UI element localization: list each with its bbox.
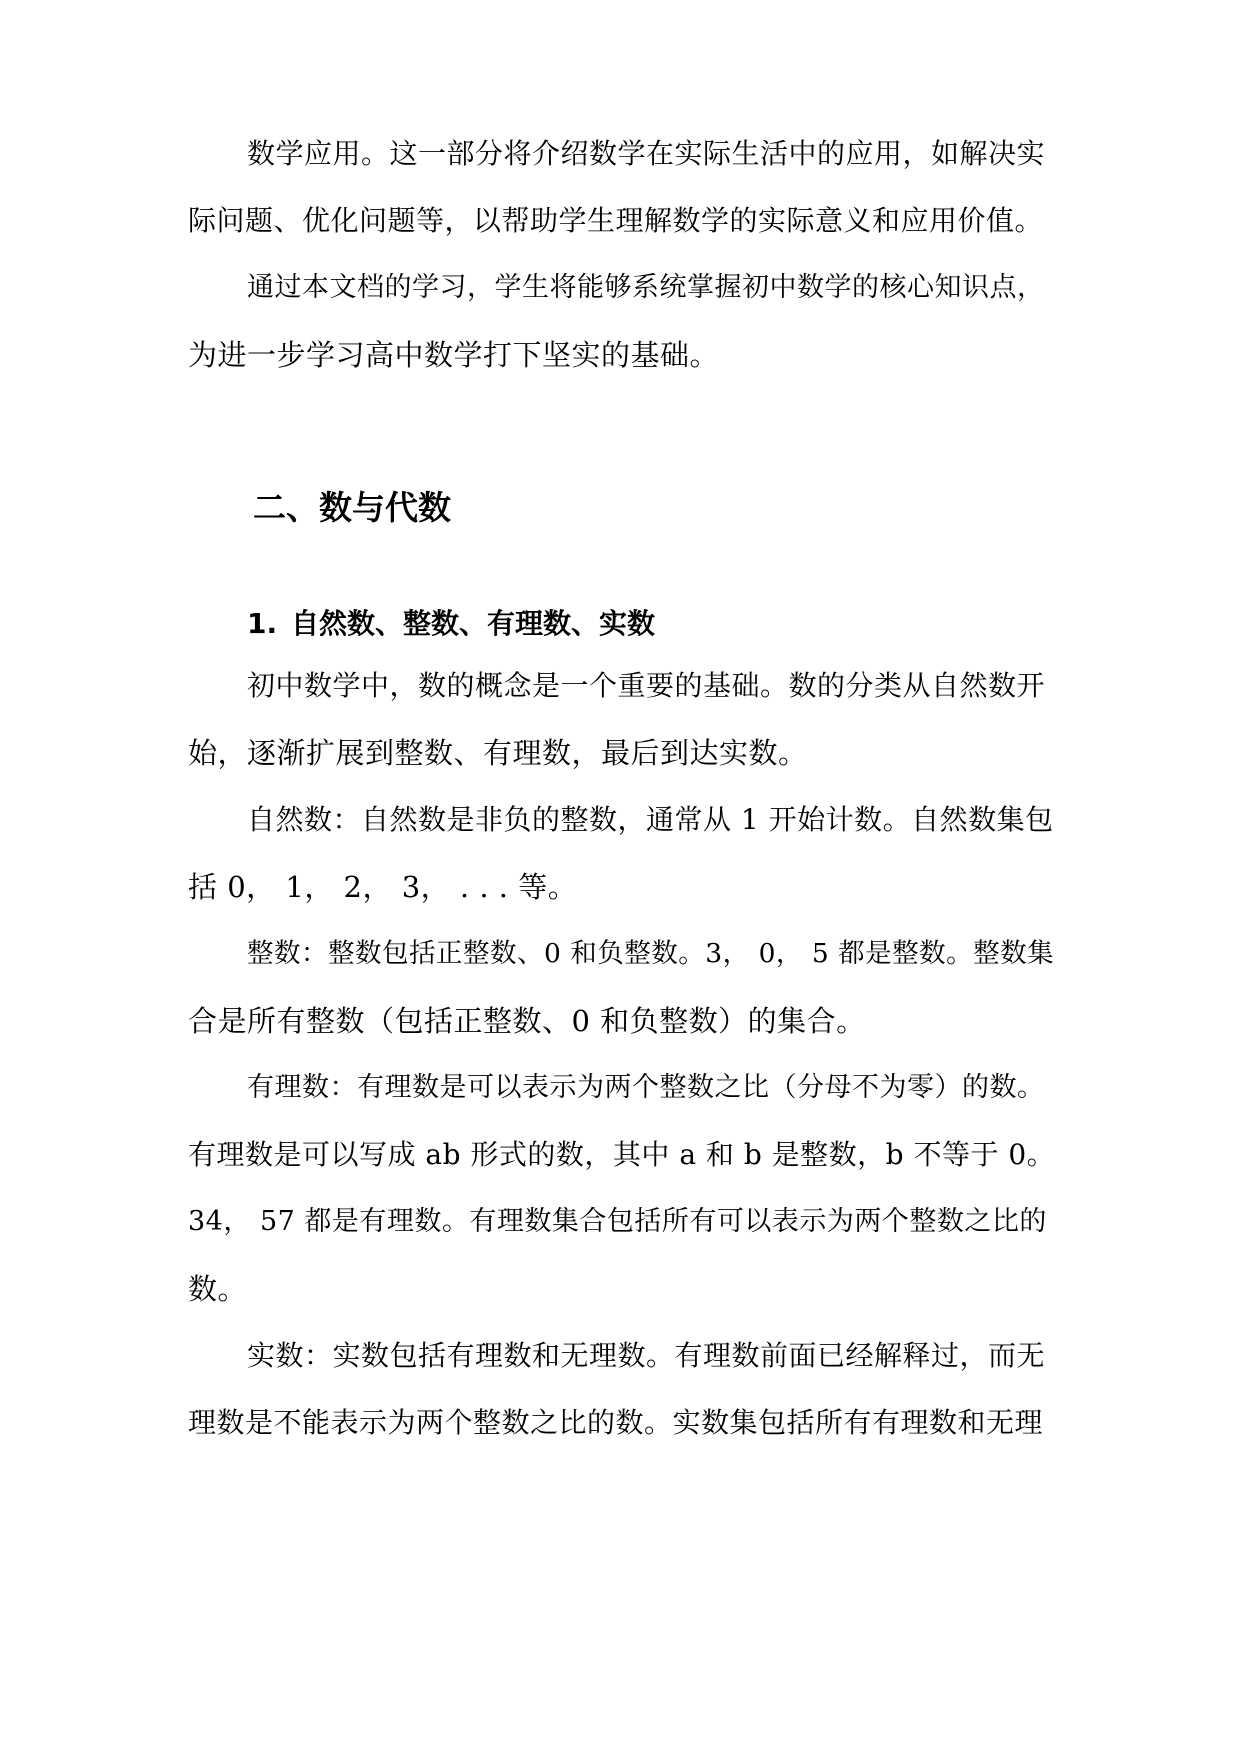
body-paragraph-line: 整数：整数包括正整数、0 和负整数。3， 0， 5 都是整数。整数集	[247, 938, 1055, 969]
section-heading: 二、数与代数	[253, 488, 451, 527]
intro-paragraph-line: 通过本文档的学习，学生将能够系统掌握初中数学的核心知识点，	[247, 272, 1045, 303]
intro-paragraph-line: 数学应用。这一部分将介绍数学在实际生活中的应用，如解决实	[247, 137, 1046, 170]
body-paragraph-line: 自然数：自然数是非负的整数，通常从 1 开始计数。自然数集包	[247, 803, 1054, 836]
subsection-title: 自然数、整数、有理数、实数	[291, 607, 656, 640]
body-paragraph-line: 初中数学中，数的概念是一个重要的基础。数的分类从自然数开	[247, 669, 1046, 702]
body-paragraph-line: 有理数是可以写成 ab 形式的数，其中 a 和 b 是整数，b 不等于 0。	[188, 1138, 1056, 1171]
intro-paragraph-line: 际问题、优化问题等，以帮助学生理解数学的实际意义和应用价值。	[188, 204, 1044, 237]
body-paragraph-line: 始，逐渐扩展到整数、有理数，最后到达实数。	[188, 736, 808, 770]
body-paragraph-line: 实数：实数包括有理数和无理数。有理数前面已经解释过，而无	[247, 1339, 1046, 1372]
intro-paragraph-line: 为进一步学习高中数学打下坚实的基础。	[188, 338, 720, 372]
body-paragraph-line: 括 0， 1， 2， 3， . . . 等。	[188, 870, 578, 904]
body-paragraph-line: 理数是不能表示为两个整数之比的数。实数集包括所有有理数和无理	[188, 1406, 1044, 1439]
subsection-number: 1.	[247, 607, 278, 640]
body-paragraph-line: 合是所有整数（包括正整数、0 和负整数）的集合。	[188, 1004, 866, 1038]
body-paragraph-line: 数。	[188, 1272, 248, 1306]
body-paragraph-line: 34， 57 都是有理数。有理数集合包括所有可以表示为两个整数之比的	[188, 1206, 1047, 1237]
body-paragraph-line: 有理数：有理数是可以表示为两个整数之比（分母不为零）的数。	[247, 1072, 1045, 1103]
subsection-heading	[247, 604, 655, 644]
